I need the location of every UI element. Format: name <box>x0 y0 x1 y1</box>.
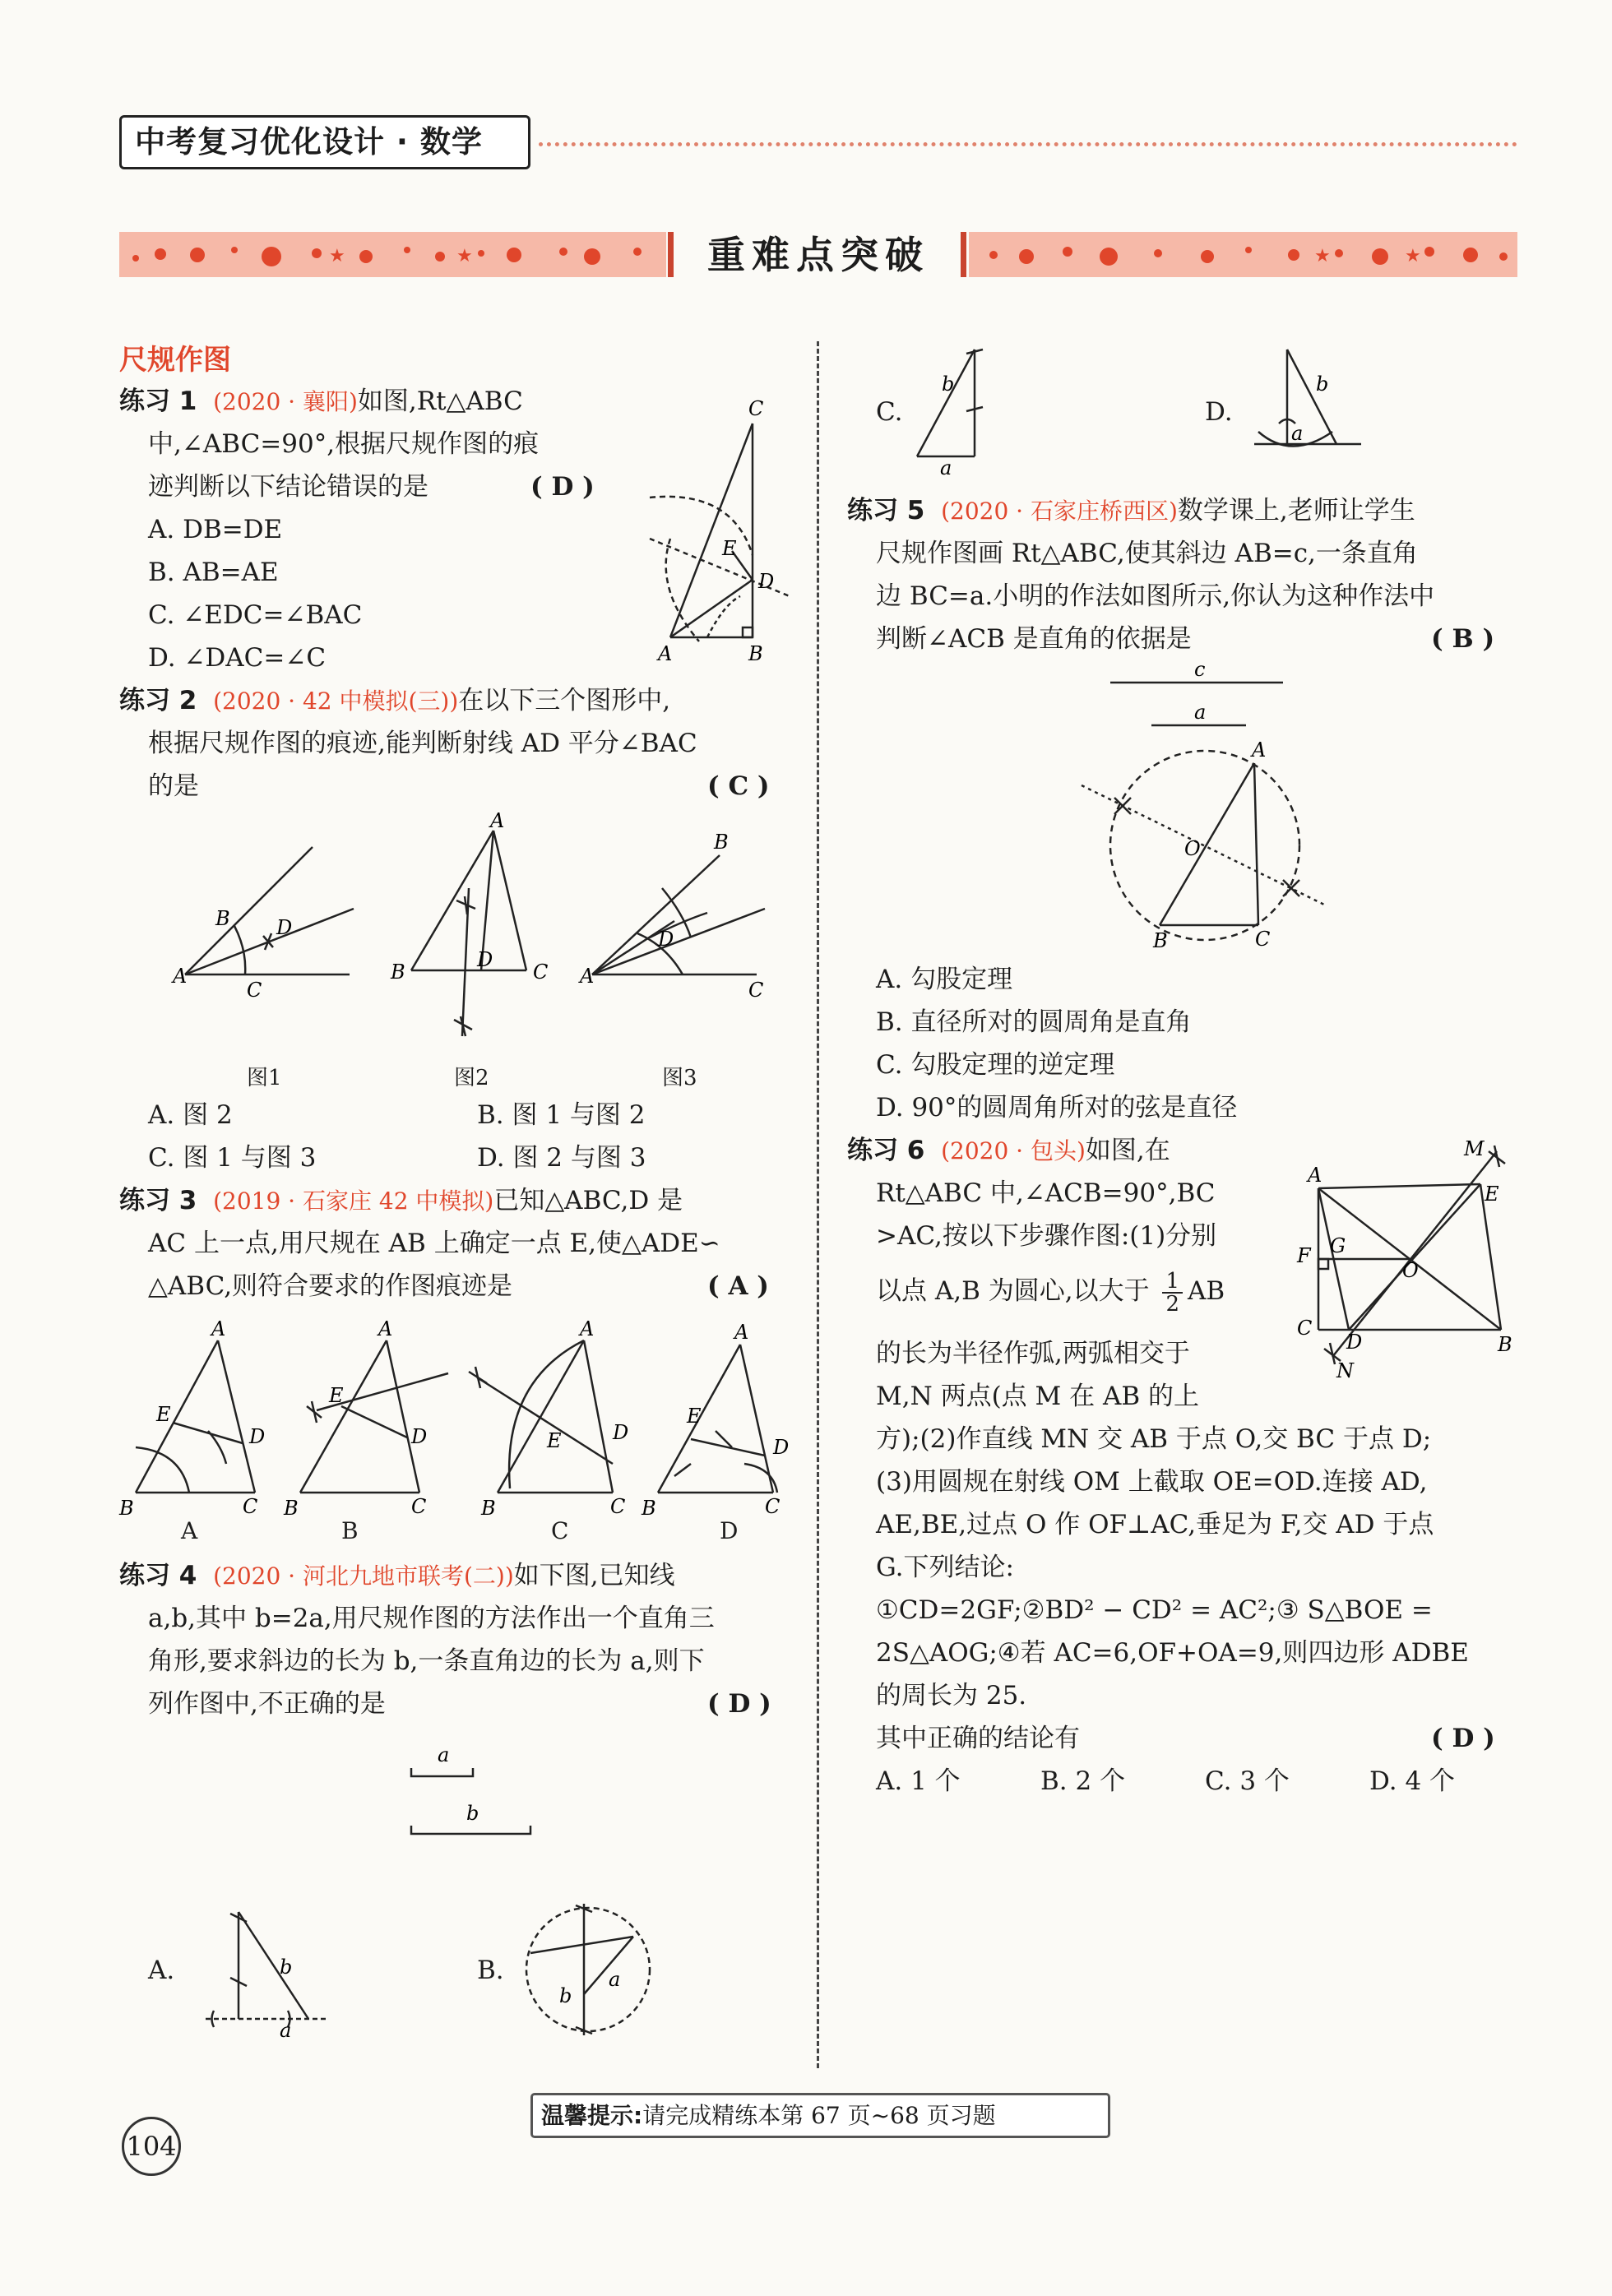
reminder-tip <box>530 2093 1110 2138</box>
ex5-line2: 尺规作图画 Rt△ABC,使其斜边 AB=c,一条直角 <box>876 539 1418 568</box>
ex6-label-o: O <box>1402 1259 1419 1282</box>
ex6-label-n: N <box>1336 1359 1354 1382</box>
ex3a-label-b: B <box>119 1497 134 1520</box>
ex6-label-a: A <box>1308 1164 1322 1187</box>
ex3c-label-e: E <box>547 1429 562 1452</box>
ex6-fraction <box>1162 1268 1183 1317</box>
ex2f3-label-b: B <box>714 831 729 854</box>
ex3-caption-d: D <box>720 1517 739 1544</box>
ex4-seg-b: b <box>466 1802 479 1825</box>
ex5-line3: 边 BC=a.小明的作法如图所示,你认为这种作法中 <box>876 581 1435 611</box>
banner-left-bar <box>668 232 674 277</box>
ex3b-label-a: A <box>378 1317 393 1340</box>
ex3c-label-d: D <box>613 1421 629 1444</box>
ex6-option-c: C. 3 个 <box>1205 1766 1290 1796</box>
ex1-answer: ( D ) <box>530 472 595 502</box>
ex2-figure-3 <box>576 831 773 1003</box>
ex3-line3: △ABC,则符合要求的作图痕迹是 <box>148 1271 513 1301</box>
ex2f3-label-c: C <box>748 979 764 1002</box>
ex5-line1 <box>847 489 1415 533</box>
ex2-source: (2020 · 42 中模拟(三)) <box>213 687 459 715</box>
svg-text:★: ★ <box>1314 246 1331 266</box>
ex6-label-c: C <box>1297 1317 1313 1340</box>
ex1-line3: 迹判断以下结论错误的是 <box>148 472 428 502</box>
ex5-option-d: D. 90°的圆周角所对的弦是直径 <box>876 1093 1238 1123</box>
ex6-text1: 如图,在 <box>1085 1136 1170 1165</box>
ex1-label-e: E <box>722 537 737 560</box>
ex3-label: 练习 3 <box>119 1186 197 1215</box>
ex2f1-label-b: B <box>215 907 230 930</box>
ex3b-label-b: B <box>284 1497 299 1520</box>
ex6-label-b: B <box>1498 1333 1512 1356</box>
ex4-option-b: B. <box>477 1956 504 1985</box>
ex5-option-b: B. 直径所对的圆周角是直角 <box>876 1007 1192 1037</box>
ex6-line14: 其中正确的结论有 <box>876 1724 1080 1753</box>
ex2-caption-1: 图1 <box>247 1066 282 1090</box>
ex1-label-b: B <box>748 642 763 665</box>
ex5-label: 练习 5 <box>847 496 925 525</box>
ex2-figure-2 <box>387 809 567 1053</box>
ex6-line13: 的周长为 25. <box>876 1681 1027 1710</box>
tip-label: 温馨提示: <box>541 2102 643 2129</box>
ex6-line1 <box>847 1129 1170 1173</box>
ex3d-label-e: E <box>687 1405 702 1428</box>
ex1-figure <box>633 399 798 670</box>
ex3-line1 <box>119 1179 683 1223</box>
tip-text: 请完成精练本第 67 页~68 页习题 <box>642 2102 996 2129</box>
ex6-answer: ( D ) <box>1431 1724 1495 1753</box>
ex4-option-a: A. <box>148 1956 175 1985</box>
ex6-frac-den: 2 <box>1165 1291 1179 1317</box>
page-number: 104 <box>122 2117 181 2176</box>
ex3-caption-a: A <box>181 1517 198 1544</box>
ex3c-label-b: B <box>481 1497 496 1520</box>
header-dotted-rule <box>539 142 1517 146</box>
ex5-label-a: A <box>1252 738 1267 761</box>
ex4b-label-a: a <box>609 1968 621 1991</box>
ex5-option-c: C. 勾股定理的逆定理 <box>876 1050 1115 1080</box>
banner-left-band <box>119 232 666 277</box>
ex3-line2: AC 上一点,用尺规在 AB 上确定一点 E,使△ADE∽ <box>148 1229 720 1258</box>
ex2-option-b: B. 图 1 与图 2 <box>477 1100 646 1130</box>
ex4-figure-a <box>197 1904 337 2044</box>
ex1-label-a: A <box>658 642 673 665</box>
ex6-label: 练习 6 <box>847 1136 925 1165</box>
ex4-figure-b <box>514 1896 662 2044</box>
ex4-option-c: C. <box>876 397 903 427</box>
ex4-line4: 列作图中,不正确的是 <box>148 1689 386 1719</box>
ex2-line3: 的是 <box>148 771 199 801</box>
column-divider <box>817 341 819 2068</box>
ex3b-label-d: D <box>411 1425 428 1448</box>
ex3d-label-b: B <box>642 1497 656 1520</box>
ex3-caption-b: B <box>341 1517 359 1544</box>
ex6-figure <box>1279 1139 1538 1386</box>
ex5-label-o: O <box>1184 837 1201 860</box>
ex5-label-c: C <box>1255 928 1271 951</box>
ex2f2-label-d: D <box>477 948 493 971</box>
ex2-option-c: C. 图 1 与图 3 <box>148 1143 317 1173</box>
ex1-source: (2020 · 襄阳) <box>213 388 358 415</box>
ex6-line10: G.下列结论: <box>876 1553 1014 1582</box>
ex1-option-c: C. ∠EDC=∠BAC <box>148 600 363 630</box>
ex4-figure-d <box>1246 341 1378 481</box>
ex2f1-label-c: C <box>247 979 262 1002</box>
ex1-label-d: D <box>758 570 775 593</box>
ex4-label: 练习 4 <box>119 1561 197 1590</box>
ex4-source: (2020 · 河北九地市联考(二)) <box>213 1562 514 1590</box>
ex2-figure-1 <box>173 831 362 1003</box>
ex6-label-m: M <box>1464 1137 1485 1160</box>
ex3b-label-c: C <box>411 1495 427 1518</box>
ex5-line4: 判断∠ACB 是直角的依据是 <box>876 624 1192 654</box>
ex6-line3: >AC,按以下步骤作图:(1)分别 <box>876 1221 1217 1251</box>
ex4-text1: 如下图,已知线 <box>513 1561 675 1590</box>
ex5-answer: ( B ) <box>1431 624 1495 654</box>
ex3-text1: 已知△ABC,D 是 <box>493 1186 683 1215</box>
ex2f3-label-d: D <box>658 928 674 951</box>
ex2-option-d: D. 图 2 与图 3 <box>477 1143 646 1173</box>
ex1-option-a: A. DB=DE <box>148 515 283 544</box>
ex4-line1 <box>119 1554 675 1598</box>
ex6-line11: ①CD=2GF;②BD² − CD² = AC²;③ S△BOE = <box>876 1595 1433 1625</box>
ex2f1-label-d: D <box>276 916 293 939</box>
ex2-label: 练习 2 <box>119 686 197 715</box>
ex4a-label-b: b <box>280 1956 293 1979</box>
ex2-line1 <box>119 679 670 723</box>
ex5-seg-c: c <box>1194 658 1206 681</box>
ex3d-label-c: C <box>765 1495 781 1518</box>
svg-text:★: ★ <box>329 246 345 266</box>
ex4-seg-a: a <box>438 1743 450 1766</box>
ex4d-label-b: b <box>1316 373 1329 396</box>
svg-text:★: ★ <box>1405 246 1421 266</box>
ex4a-label-a: a <box>280 2019 292 2042</box>
ex5-option-a: A. 勾股定理 <box>876 965 1013 994</box>
ex2-answer: ( C ) <box>707 771 770 801</box>
ex1-line2: 中,∠ABC=90°,根据尺规作图的痕 <box>148 429 540 459</box>
ex6-line4 <box>876 1270 1225 1315</box>
ex1-line1 <box>119 380 523 424</box>
ex2f2-label-b: B <box>391 961 405 984</box>
banner-left-decoration <box>119 232 666 277</box>
ex2f2-label-a: A <box>490 809 505 832</box>
ex1-option-d: D. ∠DAC=∠C <box>148 643 327 673</box>
ex6-label-g: G <box>1330 1234 1346 1257</box>
ex4-segments <box>403 1735 543 1842</box>
ex4-line3: 角形,要求斜边的长为 b,一条直角边的长为 a,则下 <box>148 1646 705 1676</box>
ex2-text1: 在以下三个图形中, <box>458 686 671 715</box>
ex4-figure-c <box>909 341 1008 481</box>
ex3-caption-c: C <box>551 1517 569 1544</box>
ex6-line8: (3)用圆规在射线 OM 上截取 OE=OD.连接 AD, <box>876 1467 1428 1497</box>
ex1-text1: 如图,Rt△ABC <box>357 387 523 416</box>
banner-right-decoration <box>969 232 1517 277</box>
ex5-seg-a: a <box>1194 701 1207 724</box>
ex3a-label-e: E <box>156 1403 171 1426</box>
ex4-answer: ( D ) <box>707 1689 771 1719</box>
ex2-caption-2: 图2 <box>454 1066 489 1090</box>
ex6-line6: M,N 两点(点 M 在 AB 的上 <box>876 1382 1199 1411</box>
ex6-source: (2020 · 包头) <box>941 1137 1086 1164</box>
ex3d-label-d: D <box>773 1436 790 1459</box>
ex6-option-b: B. 2 个 <box>1040 1766 1126 1796</box>
ex5-source: (2020 · 石家庄桥西区) <box>941 498 1178 525</box>
ex3-figure-b <box>284 1316 456 1530</box>
ex4b-label-b: b <box>559 1984 572 2007</box>
ex6-line7: 方);(2)作直线 MN 交 AB 于点 O,交 BC 于点 D; <box>876 1424 1432 1454</box>
ex2-option-a: A. 图 2 <box>148 1100 233 1130</box>
ex1-label: 练习 1 <box>119 387 197 416</box>
ex3c-label-c: C <box>610 1495 626 1518</box>
ex6-frac-num: 1 <box>1162 1271 1183 1294</box>
ex3b-label-e: E <box>329 1384 344 1407</box>
ex6-line12: 2S△AOG;④若 AC=6,OF+OA=9,则四边形 ADBE <box>876 1638 1469 1668</box>
ex2-caption-3: 图3 <box>662 1066 697 1090</box>
ex3a-label-a: A <box>211 1317 226 1340</box>
ex2f3-label-a: A <box>580 965 595 988</box>
ex5-figure <box>1069 658 1341 954</box>
ex2-line2: 根据尺规作图的痕迹,能判断射线 AD 平分∠BAC <box>148 729 697 758</box>
svg-text:★: ★ <box>456 246 473 266</box>
ex2f1-label-a: A <box>173 965 188 988</box>
ex6-text4b: AB <box>1188 1276 1225 1306</box>
ex3c-label-a: A <box>580 1317 595 1340</box>
ex6-option-d: D. 4 个 <box>1369 1766 1456 1796</box>
ex5-text1: 数学课上,老师让学生 <box>1177 496 1415 525</box>
ex3-source: (2019 · 石家庄 42 中模拟) <box>213 1187 494 1215</box>
banner-title: 重难点突破 <box>707 233 929 277</box>
section-title: 尺规作图 <box>119 344 231 377</box>
ex3-figure-c <box>461 1316 642 1530</box>
ex1-label-c: C <box>748 397 764 420</box>
ex4-line2: a,b,其中 b=2a,用尺规作图的方法作出一个直角三 <box>148 1604 715 1633</box>
ex6-line2: Rt△ABC 中,∠ACB=90°,BC <box>876 1178 1216 1208</box>
banner-right-bar <box>961 232 966 277</box>
ex3a-label-c: C <box>243 1495 258 1518</box>
ex3a-label-d: D <box>249 1425 266 1448</box>
ex3-answer: ( A ) <box>707 1271 769 1301</box>
ex6-text4a: 以点 A,B 为圆心,以大于 <box>876 1276 1150 1306</box>
ex4c-label-a: a <box>940 456 952 479</box>
ex6-label-e: E <box>1485 1183 1499 1206</box>
banner-right-band <box>969 232 1517 277</box>
ex4-option-d: D. <box>1205 397 1233 427</box>
ex4d-label-a: a <box>1291 422 1304 445</box>
ex3-figure-d <box>642 1316 798 1530</box>
header-title: 中考复习优化设计 · 数学 <box>119 115 530 169</box>
ex6-option-a: A. 1 个 <box>876 1766 961 1796</box>
ex6-label-f: F <box>1297 1244 1311 1267</box>
ex6-label-d: D <box>1346 1331 1363 1354</box>
ex1-option-b: B. AB=AE <box>148 558 279 587</box>
ex3-figure-a <box>119 1316 284 1530</box>
ex6-line5: 的长为半径作弧,两弧相交于 <box>876 1339 1190 1368</box>
ex3d-label-a: A <box>734 1321 749 1344</box>
ex2f2-label-c: C <box>533 961 549 984</box>
ex5-label-b: B <box>1153 929 1168 952</box>
ex6-line9: AE,BE,过点 O 作 OF⊥AC,垂足为 F,交 AD 于点 <box>876 1510 1434 1539</box>
ex4c-label-b: b <box>942 373 955 396</box>
